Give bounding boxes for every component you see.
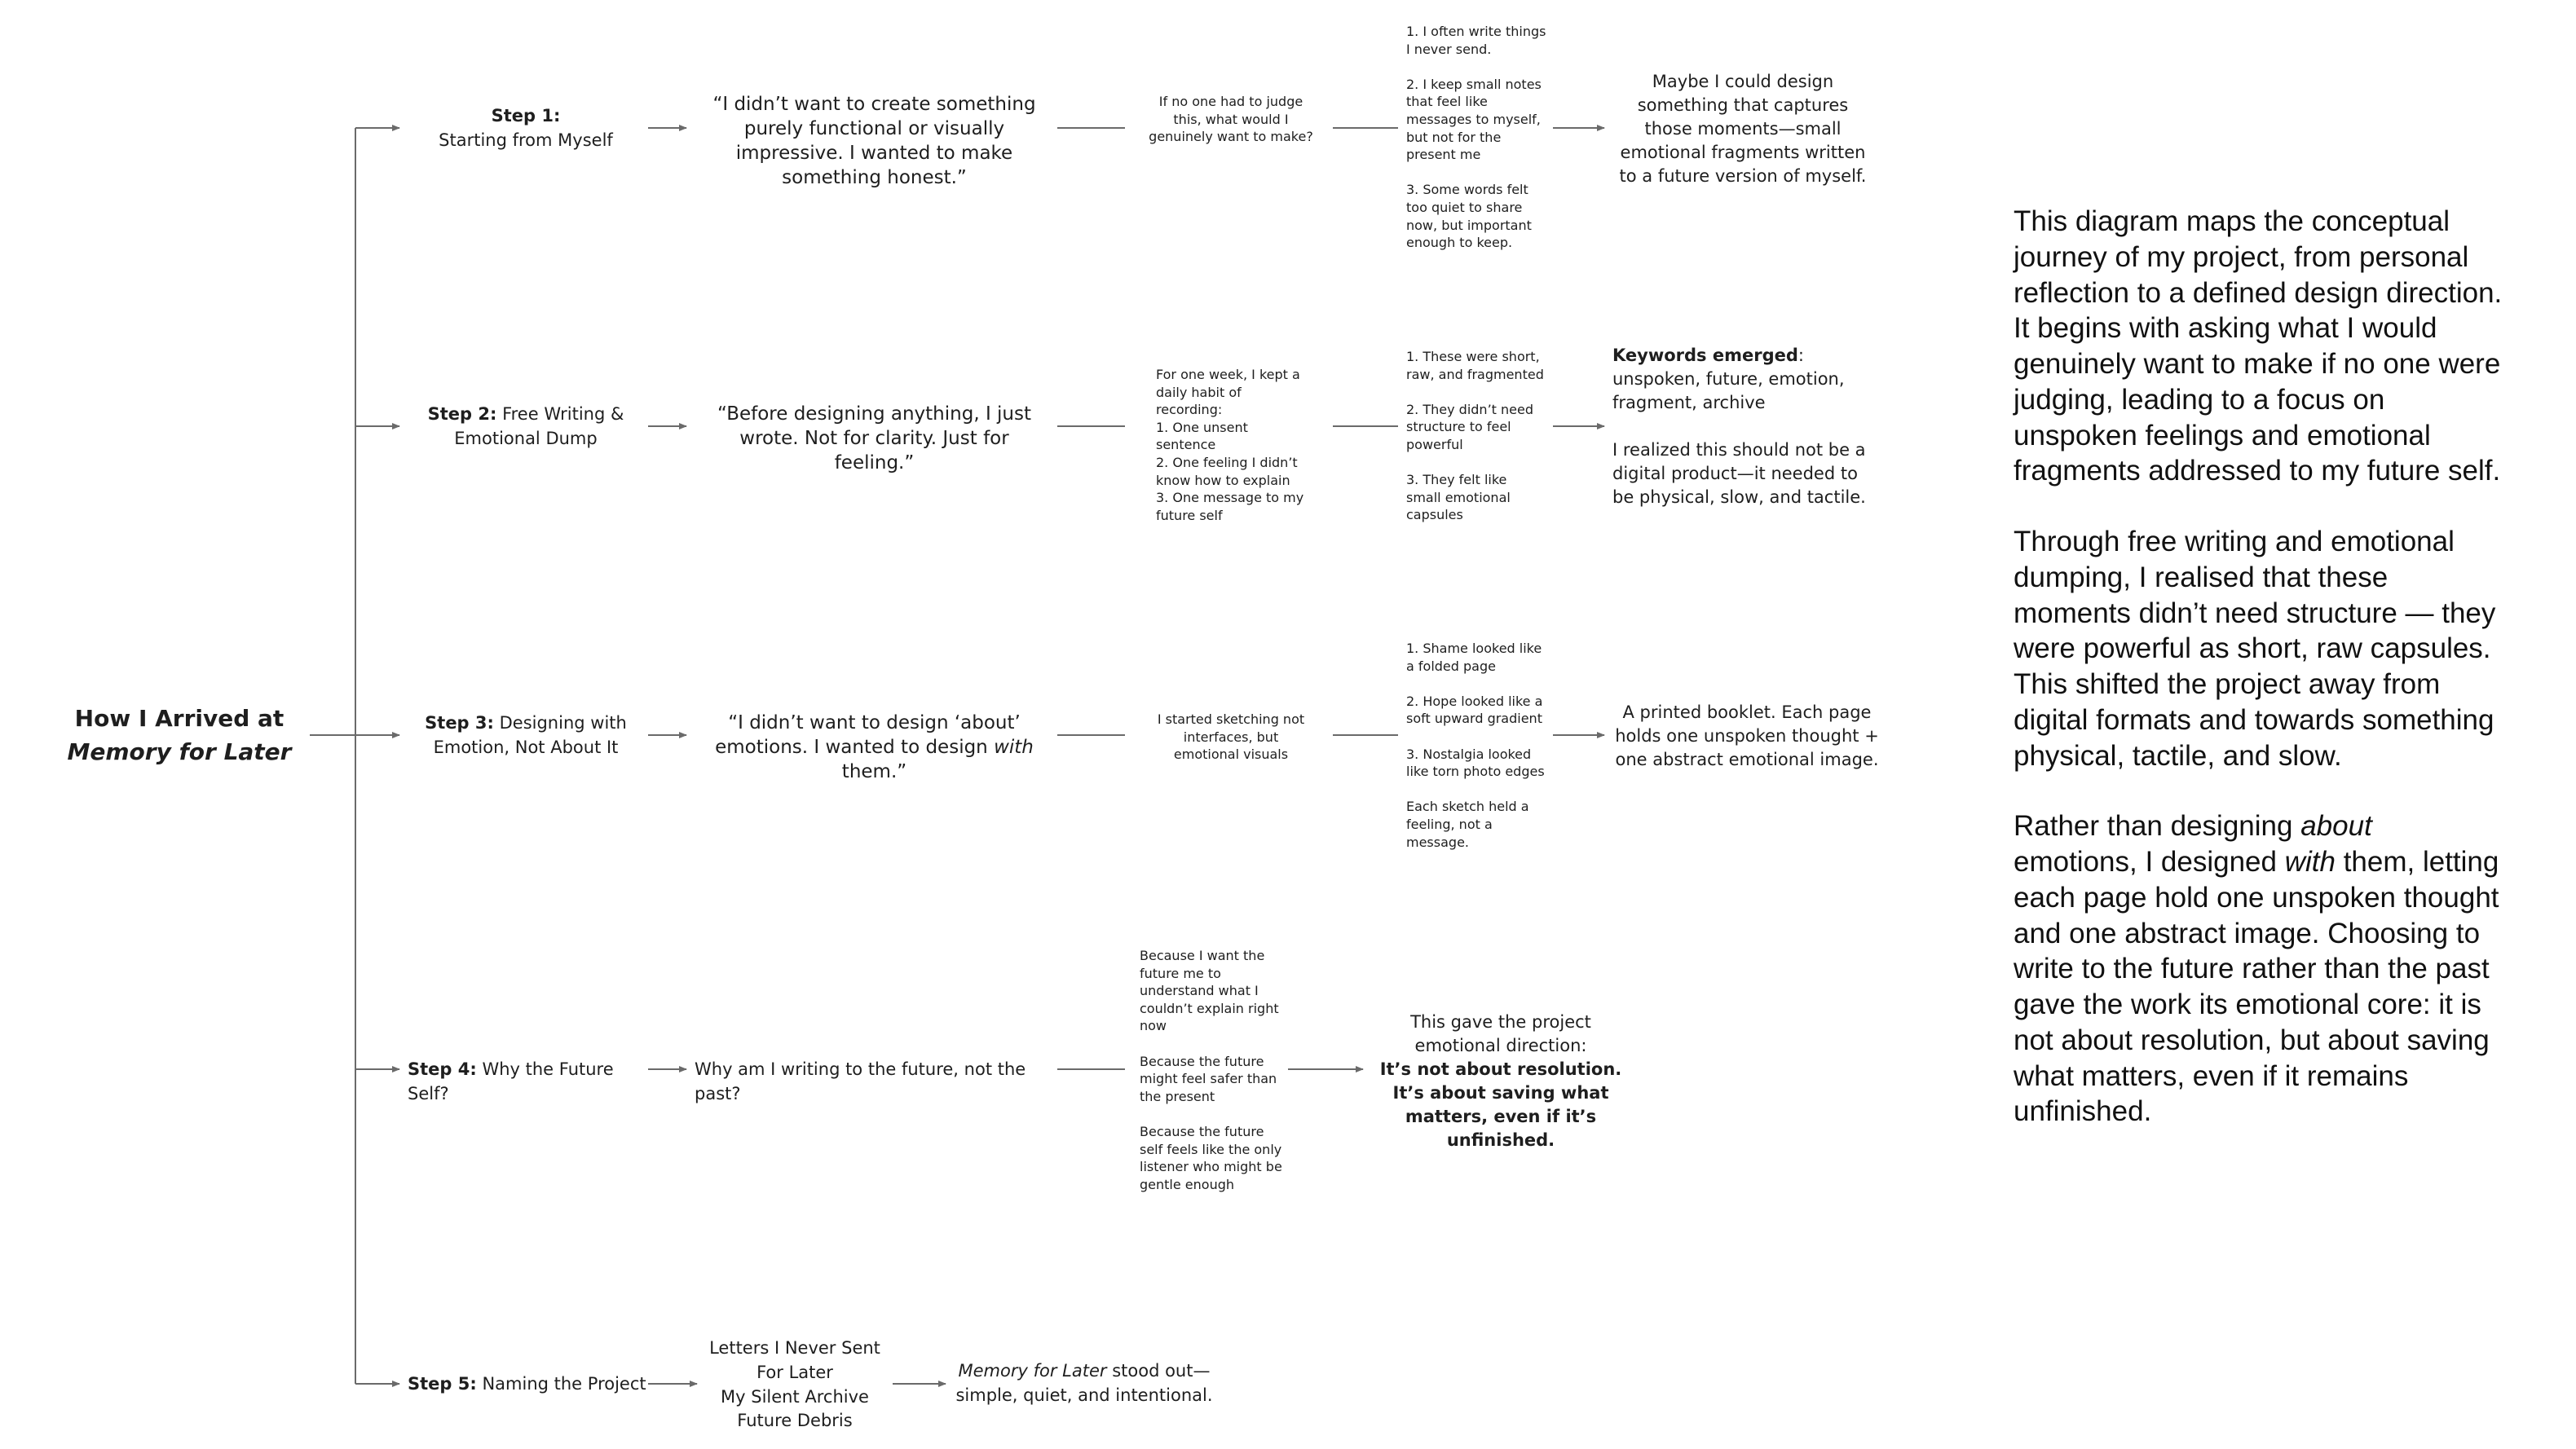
step-4-label <box>408 1058 652 1107</box>
step-5-result-em: Memory for Later <box>958 1361 1107 1381</box>
step-5-label <box>408 1372 652 1397</box>
step-3-outcome: A printed booklet. Each page holds one unspoken thought + one abstract emotional image. <box>1615 702 1879 769</box>
step-1-name: Starting from Myself <box>439 130 613 150</box>
step-3-label <box>408 711 644 760</box>
step-4-outcome-intro: This gave the project emotional direction: <box>1410 1012 1591 1055</box>
step-4-reasons: Because I want the future me to understand what I couldn’t explain right now Because the future might feel safer than the present Because the future self feels like the only listener who might be gentle enough <box>1140 948 1282 1192</box>
step-3-name-b: Emotion, Not About It <box>433 737 619 757</box>
description-paragraph-3 <box>2014 808 2503 1130</box>
step-4-question: Why am I writing to the future, not the past? <box>695 1059 1026 1103</box>
name-option-1: Letters I Never Sent <box>709 1338 880 1358</box>
step-3-notes: 1. Shame looked like a folded page 2. Hope looked like a soft upward gradient 3. Nostalgia looked like torn photo edges Each sketch held a feeling, not a message. <box>1406 641 1545 850</box>
step-3-quote <box>697 711 1052 785</box>
step-5-names <box>701 1337 889 1434</box>
step-2-keywords-block: Keywords emerged: unspoken, future, emotion, fragment, archive <box>1612 346 1845 412</box>
step-3-quote-b: them.” <box>841 760 907 782</box>
p3-em-with: with <box>2284 846 2336 878</box>
step-1-quote: “I didn’t want to create something purely functional or visually impressive. I wanted to make something honest.” <box>712 94 1036 188</box>
name-option-2: For Later <box>756 1362 833 1382</box>
step-5-name: Naming the Project <box>482 1374 646 1394</box>
step-2-quote: “Before designing anything, I just wrote. Not for clarity. Just for feeling.” <box>717 403 1032 473</box>
p3-part-c: them, letting each page hold one unspoken thought and one abstract image. Choosing to write to the future rather than the past gave the work its emotional core: it is not about resolution, but about saving what matters, even if it remains unfinished. <box>2014 846 2499 1128</box>
step-5-number: Step 5: <box>408 1374 477 1394</box>
step-3-quote-a: “I didn’t want to design ‘about’ emotions. I wanted to design <box>715 712 1021 758</box>
description-panel <box>2014 204 2503 1165</box>
step-2-keywords: unspoken, future, emotion, fragment, archive <box>1612 368 1845 412</box>
step-4-number: Step 4: <box>408 1059 477 1079</box>
step-1-number: Step 1: <box>491 106 561 126</box>
title-line-1: How I Arrived at <box>74 705 285 732</box>
step-2-outcome <box>1612 344 1873 509</box>
step-1-label <box>408 104 644 153</box>
step-1-prompt: If no one had to judge this, what would I genuinely want to make? <box>1149 94 1313 145</box>
diagram-title <box>49 702 310 769</box>
p3-part-b: emotions, I designed <box>2014 846 2277 878</box>
step-3-number: Step 3: <box>425 713 494 733</box>
title-line-2: Memory for Later <box>67 738 292 765</box>
step-2-prompt: For one week, I kept a daily habit of recording: 1. One unsent sentence 2. One feeling I didn’t know how to explain 3. One message to my future self <box>1156 367 1304 523</box>
name-option-4: Future Debris <box>737 1411 853 1431</box>
step-3-quote-em: with <box>994 736 1034 758</box>
step-2-notes: 1. These were short, raw, and fragmented 2. They didn’t need structure to feel powerful 3. They felt like small emotional capsules <box>1406 349 1544 523</box>
p3-em-about: about <box>2300 810 2372 843</box>
step-2-name: Free Writing & Emotional Dump <box>454 404 624 448</box>
step-1-outcome: Maybe I could design something that captures those moments—small emotional fragments written to a future version of myself. <box>1619 72 1867 186</box>
step-2-label <box>408 403 644 451</box>
step-5-result-text: stood out—simple, quiet, and intentional. <box>955 1361 1213 1405</box>
description-paragraph-1: This diagram maps the conceptual journey of my project, from personal reflection to a defined design direction. It begins with asking what I would genuinely want to make if no one were judging, leading to a focus on unspoken feelings and emotional fragments addressed to my future self. <box>2014 205 2503 487</box>
step-4-outcome-bold: It’s not about resolution. It’s about saving what matters, even if it’s unfinished. <box>1379 1059 1622 1150</box>
step-5-result <box>954 1359 1215 1408</box>
description-paragraph-2: Through free writing and emotional dumping, I realised that these moments didn’t need structure — they were powerful as short, raw capsules. This shifted the project away from digital formats and towards something physical, tactile, and slow. <box>2014 526 2496 772</box>
step-1-notes: 1. I often write things I never send. 2. I keep small notes that feel like messages to myself, but not for the present me 3. Some words felt too quiet to share now, but important enough to keep. <box>1406 24 1546 251</box>
p3-part-a: Rather than designing <box>2014 810 2293 843</box>
step-3-name-a: Designing with <box>499 713 627 733</box>
name-option-3: My Silent Archive <box>721 1386 869 1407</box>
step-4-outcome <box>1366 1011 1635 1152</box>
step-4-name: Why the Future Self? <box>408 1059 614 1103</box>
step-2-number: Step 2: <box>427 404 497 424</box>
step-3-prompt: I started sketching not interfaces, but emotional visuals <box>1157 711 1305 763</box>
step-2-keywords-heading: Keywords emerged <box>1612 346 1798 365</box>
step-2-realization: I realized this should not be a digital product—it needed to be physical, slow, and tactile. <box>1612 439 1866 507</box>
